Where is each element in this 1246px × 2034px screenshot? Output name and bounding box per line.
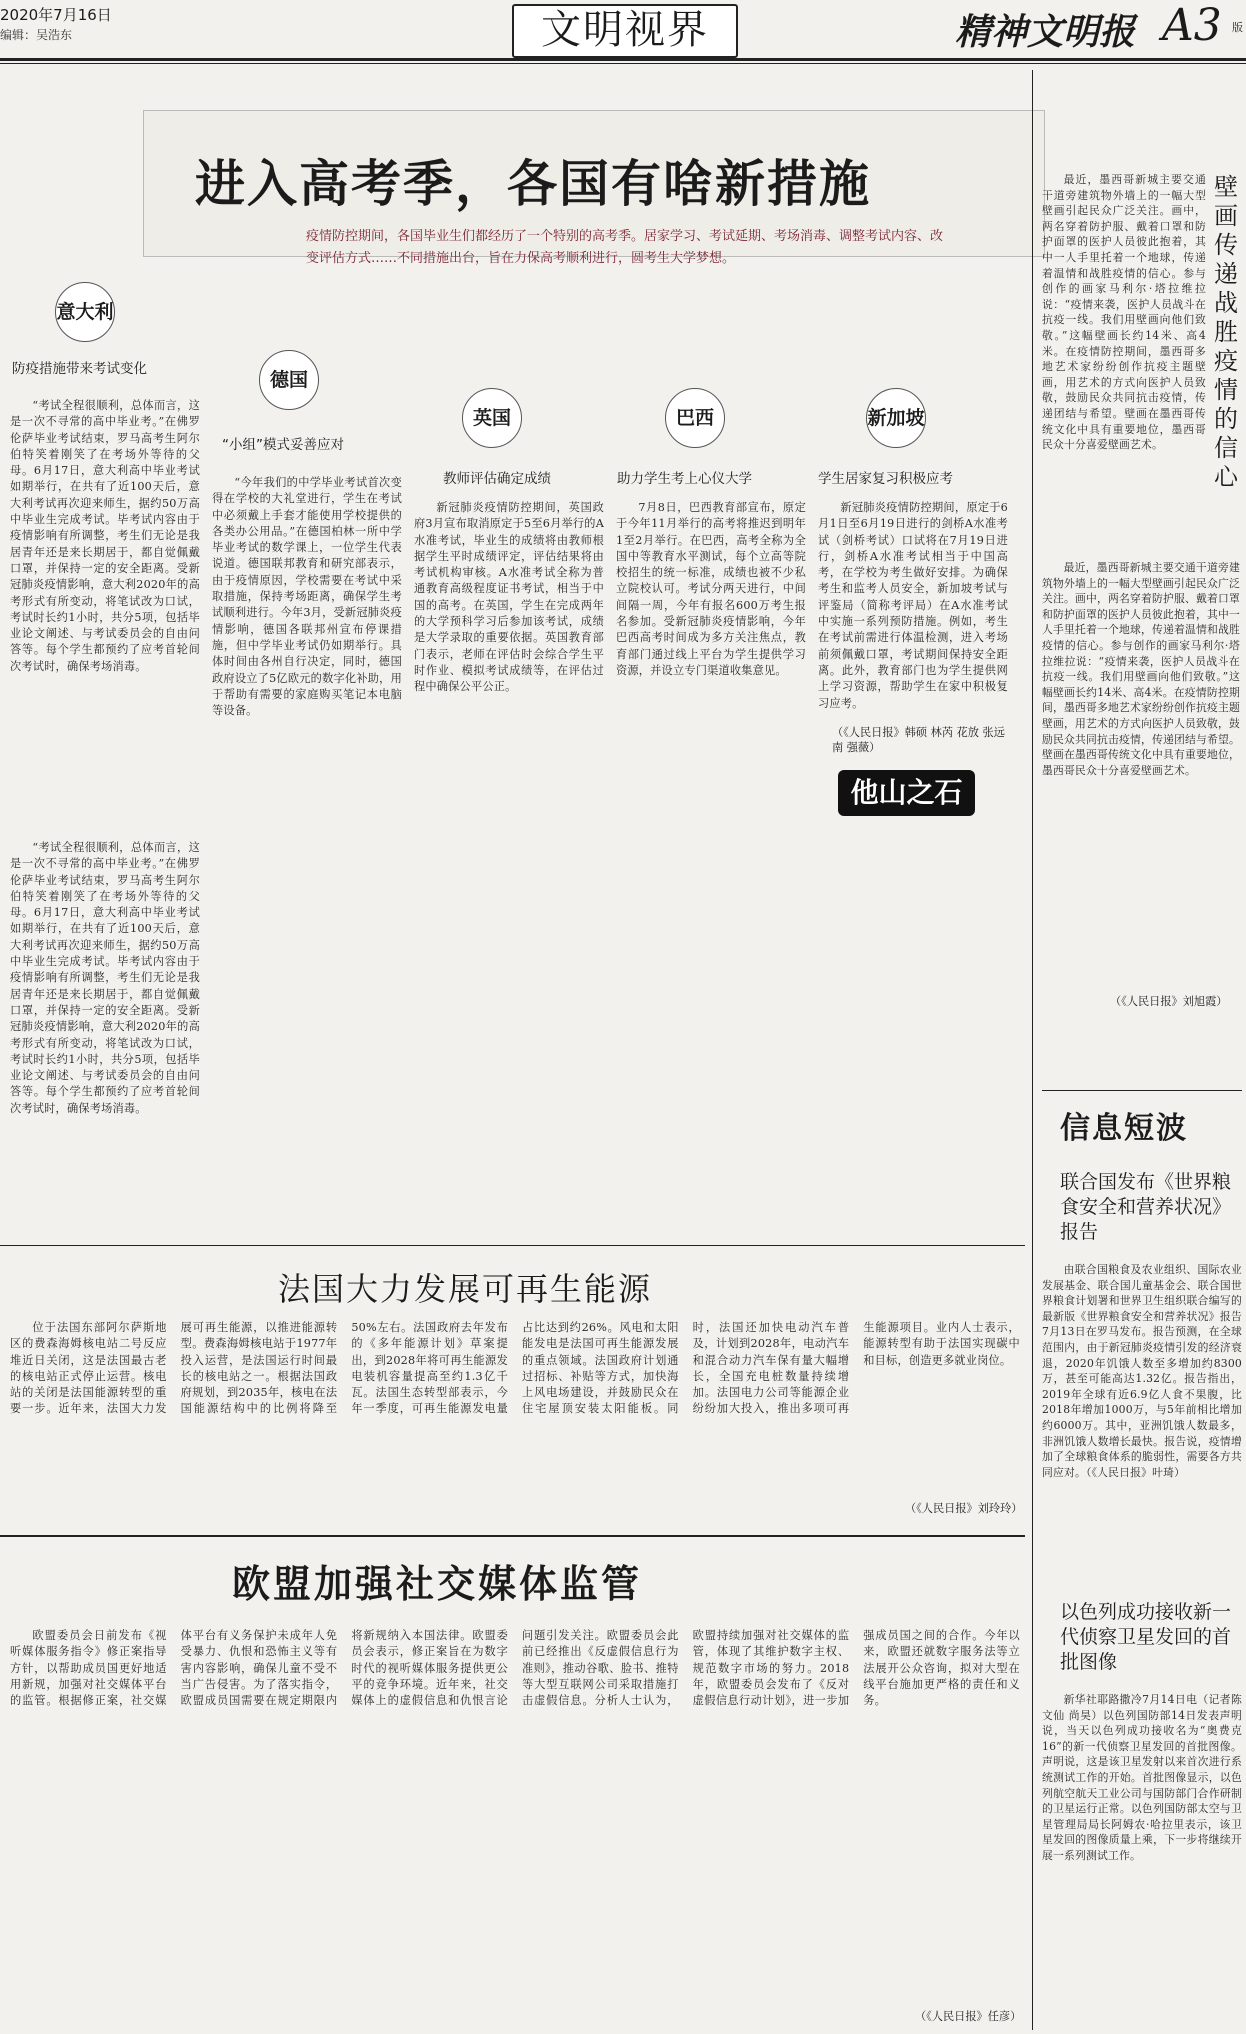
italy-subtitle: 防疫措施带来考试变化	[12, 361, 147, 377]
page-suffix: 版	[1232, 21, 1243, 34]
sidebar-text-cont: 最近，墨西哥新城主要交通干道旁建筑物外墙上的一幅大型壁画引起民众广泛关注。画中，两名穿着防护服、戴着口罩和防护面罩的医护人员彼此抱着，其中一人手里托着一个地球，传递着温情和战胜疫情的信心。参与创作的画家马利尔·塔拉维拉说：“疫情来袭，医护人员战斗在抗疫一线。我们用壁画向他们致敬。”这幅壁画长约14米、高4米。在疫情防控期间，墨西哥多地艺术家纷纷创作抗疫主题壁画，用艺术的方式向医护人员致敬，鼓励民众共同抗击疫情，传递团结与希望。壁画在墨西哥传统文化中具有重要地位，墨西哥民众十分喜爱壁画艺术。	[1042, 561, 1240, 777]
sidebar-article	[1042, 172, 1206, 557]
germany-subtitle: “小组”模式妥善应对	[222, 437, 344, 453]
issue-date: 2020年7月16日	[0, 6, 112, 24]
sidebar-credit: （《人民日报》刘旭霞）	[1110, 995, 1228, 1008]
briefs-title: 信息短波	[1060, 1111, 1188, 1146]
briefs-rule	[1042, 1090, 1242, 1091]
sidebar-title: 壁画传递战胜疫情的信心	[1214, 173, 1238, 491]
sidebar-text: 最近，墨西哥新城主要交通干道旁建筑物外墙上的一幅大型壁画引起民众广泛关注。画中，两名穿着防护服、戴着口罩和防护面罩的医护人员彼此抱着，其中一人手里托着一个地球，传递着温情和战胜疫情的信心。参与创作的画家马利尔·塔拉维拉说：“疫情来袭，医护人员战斗在抗疫一线。我们用壁画向他们致敬。”这幅壁画长约14米、高4米。在疫情防控期间，墨西哥多地艺术家纷纷创作抗疫主题壁画，用艺术的方式向医护人员致敬，鼓励民众共同抗击疫情，传递团结与希望。壁画在墨西哥传统文化中具有重要地位，墨西哥民众十分喜爱壁画艺术。	[1042, 173, 1206, 452]
badge-singapore: 新加坡	[866, 388, 926, 448]
france-headline: 法国大力发展可再生能源	[278, 1270, 653, 1308]
singapore-subtitle: 学生居家复习积极应考	[818, 471, 953, 487]
brazil-subtitle: 助力学生考上心仪大学	[617, 471, 752, 487]
uk-subtitle: 教师评估确定成绩	[443, 471, 551, 487]
header-rule	[0, 58, 1246, 61]
sidebar-divider	[1032, 70, 1033, 2030]
singapore-text: 新冠肺炎疫情防控期间，原定于6月1日至6月19日进行的剑桥A水准考试（剑桥考试）口试将在7月19日进行，剑桥A水准考试相当于中国高考，在学校为考生做好安排。为确保考生和监考人员安全，新加坡考试与评鉴局（简称考评局）在A水准考试中实施一系列预防措施。例如，考生在考试前需进行体温检测，进入考场前须佩戴口罩，考试期间保持安全距离。此外，教育部门也为学生提供网上学习资源，帮助学生在家中积极复习应考。	[818, 501, 1008, 710]
badge-uk: 英国	[462, 388, 522, 448]
badge-brazil: 巴西	[665, 388, 725, 448]
sidebar-article-cont	[1042, 560, 1240, 990]
brief1-article	[1042, 1262, 1242, 1592]
italy-article-cont	[10, 840, 200, 1235]
uk-article	[414, 500, 604, 1235]
france-rule	[0, 1245, 1025, 1246]
badge-germany: 德国	[259, 350, 319, 410]
header-rule-thin	[0, 63, 1246, 64]
section-title: 文明视界	[512, 4, 738, 58]
editor-credit: 编辑：吴浩东	[0, 28, 73, 42]
brazil-text: 7月8日，巴西教育部宣布，原定于今年11月举行的高考将推迟到明年1至2月举行。在巴西，高考全称为全国中等教育水平测试，每个立高等院校招生的统一标准，成绩也被不少私立院校认可。考试分两天进行，中间间隔一周，今年有报名600万考生报名参加。受新冠肺炎疫情影响，今年巴西高考时间成为多方关注焦点，教育部门通过线上平台为学生提供学习资源，并设立专门渠道收集意见。	[616, 501, 806, 677]
germany-text: “今年我们的中学毕业考试首次变得在学校的大礼堂进行，学生在考试中必须戴上手套才能使用学校提供的各类办公用品。”在德国柏林一所中学毕业考试的数学课上，一位学生代表说道。德国联邦教育和研究部表示，由于疫情原因，学校需要在考试中采取措施，保持考场距离，确保学生考试顺利进行。今年3月，受新冠肺炎疫情影响，德国各联邦州宣布停课措施，但中学毕业考试仍如期举行。具体时间由各州自行决定，同时，德国政府设立了5亿欧元的数字化补助，用于帮助有需要的家庭购买笔记本电脑等设备。	[212, 476, 402, 718]
brief1-headline: 联合国发布《世界粮食安全和营养状况》报告	[1060, 1171, 1232, 1243]
eu-rule	[0, 1535, 1025, 1537]
brief2-headline: 以色列成功接收新一代侦察卫星发回的首批图像	[1060, 1601, 1232, 1673]
feature-stamp: 他山之石	[838, 770, 975, 816]
eu-credit: （《人民日报》任彦）	[915, 2010, 1022, 2023]
feature-credit: （《人民日报》韩硕 林芮 花放 张远南 强薇）	[832, 726, 1005, 754]
brief1-text: 由联合国粮食及农业组织、国际农业发展基金、联合国儿童基金会、联合国世界粮食计划署和世界卫生组织联合编写的最新版《世界粮食安全和营养状况》报告7月13日在罗马发布。报告预测，在全球范围内，由于新冠肺炎疫情引发的经济衰退，2020年饥饿人数至多增加约8300万，甚至可能高达1.32亿。报告指出，2019年全球有近6.9亿人食不果腹，比2018年增加1000万，与5年前相比增加约6000万。其中，亚洲饥饿人数最多，非洲饥饿人数增长最快。报告说，疫情增加了全球粮食体系的脆弱性，需要各方共同应对。（《人民日报》叶琦）	[1042, 1263, 1242, 1479]
page-number: A3	[1162, 0, 1222, 51]
italy-text: “考试全程很顺利，总体而言，这是一次不寻常的高中毕业考。”在佛罗伦萨毕业考试结束，罗马高考生阿尔伯特笑着刚笑了在考场外等待的父母。6月17日，意大利高中毕业考试如期举行，在共有了近100天后，意大利考试再次迎来师生，据约50万高中毕业生完成考试。毕考试内容由于疫情影响有所调整，考生们无论是我居青年还是来长期居于，都自觉佩戴口罩，并保持一定的安全距离。受新冠肺炎疫情影响，意大利2020年的高考形式有所变动，将笔试改为口试，考试时长约1小时，共分5项，包括毕业论文阐述、与考试委员会的自由问答等。每个学生都预约了应考首轮间次考试时，确保考场消毒。	[10, 399, 200, 673]
uk-text: 新冠肺炎疫情防控期间，英国政府3月宣布取消原定于5至6月举行的A水准考试，毕业生的成绩将由教师根据学生平时成绩评定，评估结果将由考试机构审核。A水准考试全称为普通教育高级程度证书考试，相当于中国的高考。在英国，学生在完成两年的大学预科学习后参加该考试，成绩是大学录取的重要依据。英国教育部门表示，老师在评估时会综合学生平时作业、模拟考试成绩等，在评估过程中确保公平公正。	[414, 501, 604, 694]
paper-masthead: 精神文明报	[955, 11, 1136, 53]
eu-text: 欧盟委员会日前发布《视听媒体服务指令》修正案指导方针，以帮助成员国更好地适用新规，加强对社交媒体平台的监管。根据修正案，社交媒体平台有义务保护未成年人免受暴力、仇恨和恐怖主义等有害内容影响，确保儿童不受不当广告侵害。为了落实指令，欧盟成员国需要在规定期限内将新规纳入本国法律。欧盟委员会表示，修正案旨在为数字时代的视听媒体服务提供更公平的竞争环境。近年来，社交媒体上的虚假信息和仇恨言论问题引发关注。欧盟委员会此前已经推出《反虚假信息行为准则》，推动谷歌、脸书、推特等大型互联网公司采取措施打击虚假信息。分析人士认为，欧盟持续加强对社交媒体的监管，体现了其维护数字主权、规范数字市场的努力。2018年，欧盟委员会发布了《反对虚假信息行动计划》，进一步加强成员国之间的合作。今年以来，欧盟还就数字服务法等立法展开公众咨询，拟对大型在线平台施加更严格的责任和义务。	[10, 1629, 1020, 1708]
feature-lead: 疫情防控期间，各国毕业生们都经历了一个特别的高考季。居家学习、考试延期、考场消毒、调整考试内容、改变评估方式……不同措施出台，旨在力保高考顺利进行，圆考生大学梦想。	[306, 229, 944, 266]
france-credit: （《人民日报》刘玲玲）	[905, 1502, 1023, 1515]
badge-italy: 意大利	[55, 282, 115, 342]
italy-article	[10, 398, 200, 838]
germany-article	[212, 475, 402, 1235]
italy-text-cont: “考试全程很顺利，总体而言，这是一次不寻常的高中毕业考。”在佛罗伦萨毕业考试结束，罗马高考生阿尔伯特笑着刚笑了在考场外等待的父母。6月17日，意大利高中毕业考试如期举行，在共有了近100天后，意大利考试再次迎来师生，据约50万高中毕业生完成考试。毕考试内容由于疫情影响有所调整，考生们无论是我居青年还是来长期居于，都自觉佩戴口罩，并保持一定的安全距离。受新冠肺炎疫情影响，意大利2020年的高考形式有所变动，将笔试改为口试，考试时长约1小时，共分5项，包括毕业论文阐述、与考试委员会的自由问答等。每个学生都预约了应考首轮间次考试时，确保考场消毒。	[10, 841, 200, 1115]
brief2-article	[1042, 1692, 1242, 2022]
eu-headline: 欧盟加强社交媒体监管	[232, 1562, 643, 1606]
france-text: 位于法国东部阿尔萨斯地区的费森海姆核电站二号反应堆近日关闭，这是法国最古老的核电站正式停止运营。核电站的关闭是法国能源转型的重要一步。近年来，法国大力发展可再生能源，以推进能源转型。费森海姆核电站于1977年投入运营，是法国运行时间最长的核电站之一。根据法国政府规划，到2035年，核电在法国能源结构中的比例将降至50%左右。法国政府去年发布的《多年能源计划》草案提出，到2028年将可再生能源发电装机容量提高至约1.3亿千瓦。法国生态转型部表示，今年一季度，可再生能源发电量占比达到约26%。风电和太阳能发电是法国可再生能源发展的重点领域。法国政府计划通过招标、补贴等方式，加快海上风电场建设，并鼓励民众在住宅屋顶安装太阳能板。同时，法国还加快电动汽车普及，计划到2028年，电动汽车和混合动力汽车保有量大幅增长，全国充电桩数量持续增加。法国电力公司等能源企业纷纷加大投入，推出多项可再生能源项目。业内人士表示，能源转型有助于法国实现碳中和目标，创造更多就业岗位。	[10, 1321, 1020, 1416]
brief2-text: 新华社耶路撒冷7月14日电（记者陈文仙 尚昊）以色列国防部14日发表声明说，当天以色列成功接收名为“奥费克16”的新一代侦察卫星发回的首批图像。声明说，这是该卫星发射以来首次进行系统测试工作的开始。首批图像显示，以色列航空航天工业公司与国防部门合作研制的卫星运行正常。以色列国防部太空与卫星管理局局长阿姆农·哈拉里表示，该卫星发回的图像质量上乘，下一步将继续开展一系列测试工作。	[1042, 1693, 1242, 1862]
singapore-article	[818, 500, 1008, 750]
eu-article	[10, 1628, 1020, 2028]
brazil-article	[616, 500, 806, 1235]
feature-headline: 进入高考季，各国有啥新措施	[195, 155, 871, 213]
france-article	[10, 1320, 1023, 1520]
